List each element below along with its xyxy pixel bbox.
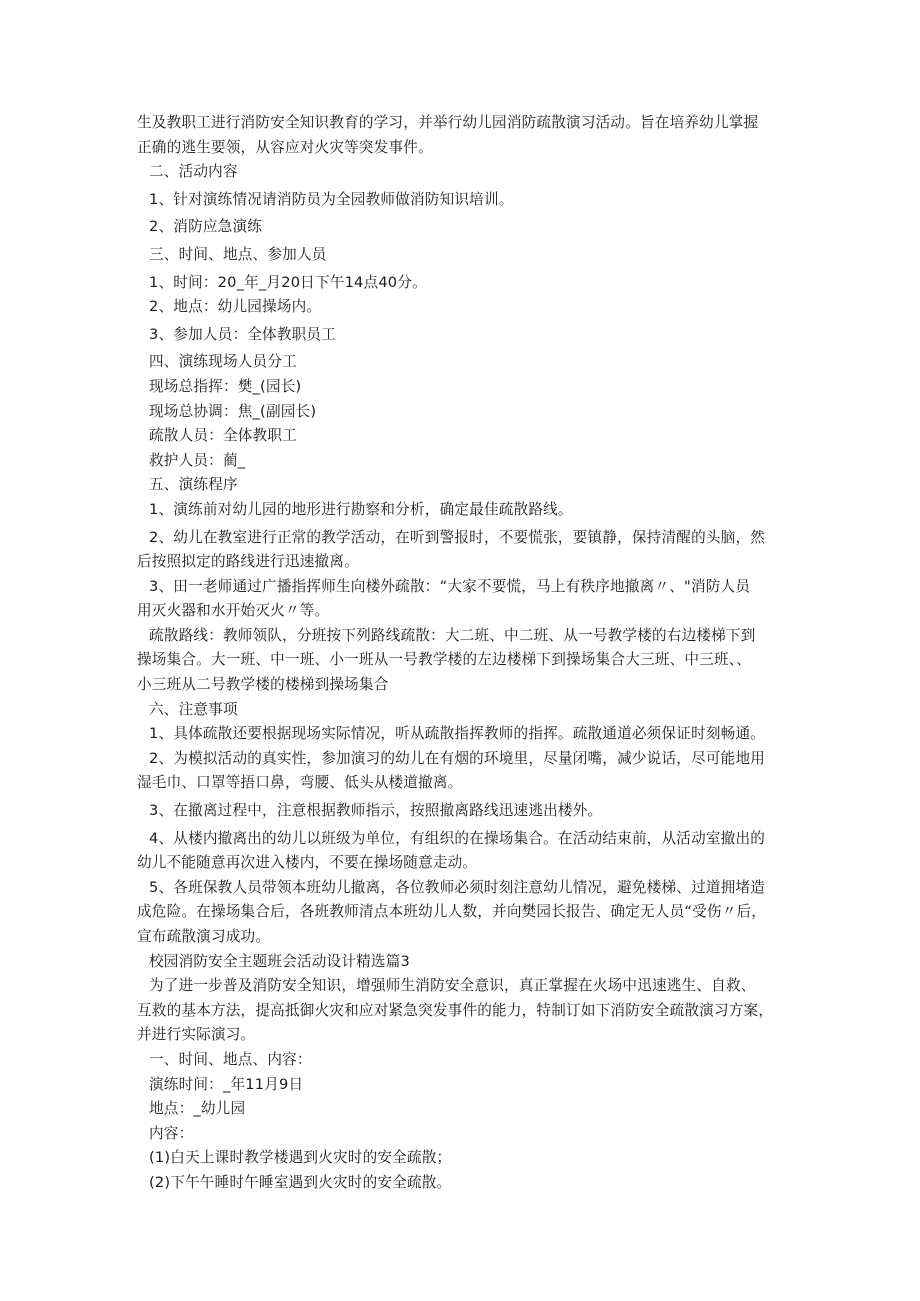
text-line: 小三班从二号教学楼的楼梯到操场集合 bbox=[137, 676, 389, 694]
text-line: (2)下午午睡时午睡室遇到火灾时的安全疏散。 bbox=[149, 1173, 452, 1191]
text-line: 幼儿不能随意再次进入楼内，不要在操场随意走动。 bbox=[137, 854, 478, 872]
text-line: 4、从楼内撤离出的幼儿以班级为单位，有组织的在操场集合。在活动结束前，从活动室撤出的 bbox=[149, 829, 766, 847]
text-line: 3、参加人员：全体教职员工 bbox=[149, 325, 337, 343]
text-line: 1、时间：20_年_月20日下午14点40分。 bbox=[149, 273, 427, 291]
text-line: 现场总指挥：樊_(园长) bbox=[149, 377, 302, 395]
text-line: 5、各班保教人员带领本班幼儿撤离，各位教师必须时刻注意幼儿情况，避免楼梯、过道拥堵造 bbox=[149, 878, 766, 896]
text-line: 六、注意事项 bbox=[149, 700, 238, 718]
text-line: 四、演练现场人员分工 bbox=[149, 353, 297, 371]
text-line: 一、时间、地点、内容： bbox=[149, 1050, 312, 1068]
text-line: 后按照拟定的路线进行迅速撤离。 bbox=[137, 553, 359, 571]
text-line: 生及教职工进行消防安全知识教育的学习，并举行幼儿园消防疏散演习活动。旨在培养幼儿掌握 bbox=[137, 114, 759, 131]
text-line: 内容： bbox=[149, 1124, 194, 1142]
text-line: 成危险。在操场集合后，各班教师清点本班幼儿人数，并向樊园长报告、确定无人员“受伤〃后， bbox=[137, 903, 767, 921]
text-line: 3、在撤离过程中，注意根据教师指示，按照撤离路线迅速逃出楼外。 bbox=[149, 802, 603, 820]
text-line: 三、时间、地点、参加人员 bbox=[149, 245, 327, 263]
text-line: 救护人员：蔺_ bbox=[149, 451, 246, 469]
text-line: 疏散路线：教师领队，分班按下列路线疏散：大二班、中二班、从一号教学楼的右边楼梯下到 bbox=[149, 626, 756, 644]
text-line: 为了进一步普及消防安全知识，增强师生消防安全意识，真正掌握在火场中迅速逃生、自救、 bbox=[149, 977, 756, 995]
text-line: 现场总协调：焦_(副园长) bbox=[149, 402, 317, 420]
text-line: 演练时间：_年11月9日 bbox=[149, 1075, 304, 1093]
text-line: 1、具体疏散还要根据现场实际情况，听从疏散指挥教师的指挥。疏散通道必须保证时刻畅通。 bbox=[149, 725, 766, 743]
text-line: 1、演练前对幼儿园的地形进行勘察和分析，确定最佳疏散路线。 bbox=[149, 500, 573, 518]
text-line: 正确的逃生要领，从容应对火灾等突发事件。 bbox=[137, 138, 433, 156]
text-line: 2、幼儿在教室进行正常的教学活动，在听到警报时，不要慌张，要镇静，保持清醒的头脑，然 bbox=[149, 528, 766, 546]
text-line: 3、田一老师通过广播指挥师生向楼外疏散：“大家不要慌，马上有秩序地撤离〃、"消防人员 bbox=[149, 577, 751, 595]
text-line: 2、消防应急演练 bbox=[149, 218, 263, 236]
text-line: 互救的基本方法，提高抵御火灾和应对紧急突发事件的能力，特制订如下消防安全疏散演习方案， bbox=[137, 1001, 774, 1019]
text-line: 用灭火器和水开始灭火〃等。 bbox=[137, 602, 330, 620]
text-line: 疏散人员：全体教职工 bbox=[149, 427, 297, 445]
text-line: 并进行实际演习。 bbox=[137, 1026, 256, 1044]
text-line: 校园消防安全主题班会活动设计精选篇3 bbox=[149, 952, 410, 970]
text-line: 五、演练程序 bbox=[149, 476, 238, 494]
text-line: (1)白天上课时教学楼遇到火灾时的安全疏散； bbox=[149, 1149, 452, 1167]
document-body bbox=[137, 111, 799, 1196]
text-line: 操场集合。大一班、中一班、小一班从一号教学楼的左边楼梯下到操场集合大三班、中三班、、 bbox=[137, 651, 752, 669]
text-line: 湿毛巾、口罩等捂口鼻，弯腰、低头从楼道撤离。 bbox=[137, 774, 463, 792]
text-line: 二、活动内容 bbox=[149, 163, 238, 181]
text-line: 宣布疏散演习成功。 bbox=[137, 928, 271, 945]
text-line: 2、为模拟活动的真实性，参加演习的幼儿在有烟的环境里，尽量闭嘴，减少说话，尽可能地用 bbox=[149, 749, 766, 767]
text-line: 1、针对演练情况请消防员为全园教师做消防知识培训。 bbox=[149, 190, 514, 208]
text-line: 地点：_幼儿园 bbox=[149, 1100, 246, 1118]
text-line: 2、地点：幼儿园操场内。 bbox=[149, 298, 322, 316]
